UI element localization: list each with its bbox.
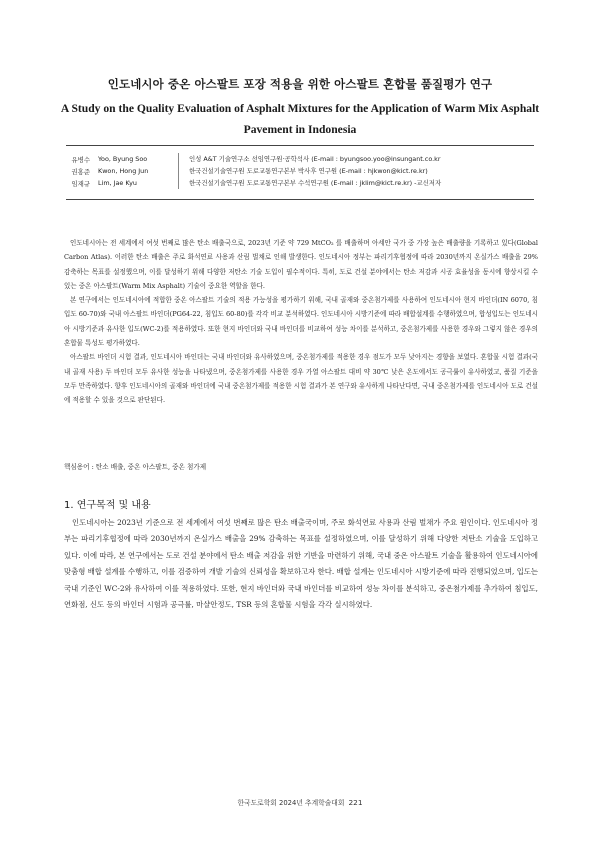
author-name-korean: 유병수 [71, 155, 90, 164]
author-row [66, 153, 534, 165]
abstract-paragraph: 인도네시아는 전 세계에서 여섯 번째로 많은 탄소 배출국으로, 2023년 기준 약 729 MtCO₂ 를 배출하며 아세안 국가 중 가장 높은 배출량을 기록하고 있다(Global Carbon Atlas). 이러한 탄소 배출은 주로 화석연료 사용과 산림 벌채로 인해 발생한다. 인도네시아 정부는 파리기후협정에 따라 2030년까지 온실가스 배출을 29% 감축하는 목표를 설정했으며, 이를 달성하기 위해 다양한 저탄소 기술 도입이 필수적이다. 특히, 도로 건설 분야에서는 탄소 저감과 시공 효율성을 동시에 향상시킬 수 있는 중온 아스팔트(Warm Mix Asphalt) 기술이 중요한 역할을 한다. [64, 239, 538, 290]
paper-title-korean: 인도네시아 중온 아스팔트 포장 적용을 위한 아스팔트 혼합물 품질평가 연구 [107, 77, 493, 91]
author-name-korean: 임재규 [71, 179, 90, 188]
author-name-english: Lim, Jae Kyu [98, 179, 137, 187]
author-block-bottom-rule [66, 199, 534, 200]
page-footer [0, 797, 600, 807]
author-affiliation: 인성 A&T 기술연구소 선임연구원·공학석사 (E-mail : byungsoo.yoo@insungant.co.kr [178, 153, 534, 165]
author-row [66, 165, 534, 177]
author-affiliation: 한국건설기술연구원 도로교통연구본부 박사후 연구원 (E-mail : hjkwon@kict.re.kr) [178, 165, 534, 177]
abstract [64, 236, 538, 408]
author-row [66, 177, 534, 189]
abstract-paragraph: 아스팔트 바인더 시험 결과, 인도네시아 바인더는 국내 바인더와 유사하였으며, 중온첨가제를 적용한 경우 점도가 모두 낮아지는 경향을 보였다. 혼합물 시험 결과(국내 골재 사용) 두 바인더 모두 유사한 성능을 나타냈으며, 중온첨가제를 사용한 경우 가열 아스팔트 대비 약 30℃ 낮은 온도에서도 공극률이 유사하였고, 품질 기준을 모두 만족하였다. 향후 인도네시아의 골재와 바인더에 국내 중온첨가제를 적용한 시험 결과가 본 연구와 유사하게 나타난다면, 국내 중온첨가제를 인도네시아 도로 건설에 적용할 수 있을 것으로 판단된다. [64, 353, 538, 405]
author-block-top-rule [66, 145, 534, 146]
author-name-english: Yoo, Byung Soo [98, 155, 148, 163]
paper-title-english: A Study on the Quality Evaluation of Asphalt Mixtures for the Application of Warm Mix Asphalt Pavement in Indonesia [60, 102, 540, 136]
body-paragraph: 인도네시아는 2023년 기준으로 전 세계에서 여섯 번째로 많은 탄소 배출국이며, 주로 화석연료 사용과 산림 벌채가 주요 원인이다. 인도네시아 정부는 파리기후협정에 따라 2030년까지 온실가스 배출을 29% 감축하는 목표를 설정하였으며, 이를 달성하기 위해 다양한 저탄소 기술을 도입하고 있다. 이에 따라, 본 연구에서는 도로 건설 분야에서 탄소 배출 저감을 위한 기반을 마련하기 위해, 국내 중온 아스팔트 기술을 활용하여 인도네시아에 맞춤형 배합 설계를 수행하고, 이를 검증하여 개발 기술의 신뢰성을 확보하고자 한다. 배합 설계는 인도네시아 시방기준에 따라 진행되었으며, 입도는 국내 기준인 WC-2와 유사하여 이를 적용하였다. 또한, 현지 바인더와 국내 바인더를 비교하여 성능 차이를 분석하고, 중온첨가제를 추가하여 침입도, 연화점, 신도 등의 바인더 시험과 공극률, 마샬안정도, TSR 등의 혼합물 시험을 각각 실시하였다. [64, 518, 538, 610]
section-heading: 1. 연구목적 및 내용 [64, 500, 151, 511]
abstract-paragraph: 본 연구에서는 인도네시아에 적합한 중온 아스팔트 기술의 적용 가능성을 평가하기 위해, 국내 골재와 중온첨가제를 사용하여 인도네시아 현지 바인더(IN 6070, 침입도 60-70)와 국내 아스팔트 바인더(PG64-22, 침입도 60-80)를 각각 비교 분석하였다. 인도네시아 시방기준에 따라 배합설계를 수행하였으며, 합성입도는 인도네시아 시방기준과 유사한 입도(WC-2)를 적용하였다. 또한 현지 바인더와 국내 바인더를 비교하여 성능 차이를 분석하고, 중온첨가제를 사용한 경우와 그렇지 않은 경우의 혼합물 특성도 평가하였다. [64, 296, 538, 348]
author-affiliation: 한국건설기술연구원 도로교통연구본부 수석연구원 (E-mail : jklim@kict.re.kr) -교신저자 [178, 177, 534, 189]
conference-name: 한국도로학회 2024년 추계학술대회 [237, 799, 345, 807]
author-name-english: Kwon, Hong Jun [98, 167, 149, 175]
keywords: 핵심용어 : 탄소 배출, 중온 아스팔트, 중온 첨가제 [64, 463, 207, 471]
author-list [66, 153, 534, 189]
page-number: 221 [348, 798, 363, 807]
section-body [64, 515, 538, 613]
author-name-korean: 권홍준 [71, 167, 90, 176]
